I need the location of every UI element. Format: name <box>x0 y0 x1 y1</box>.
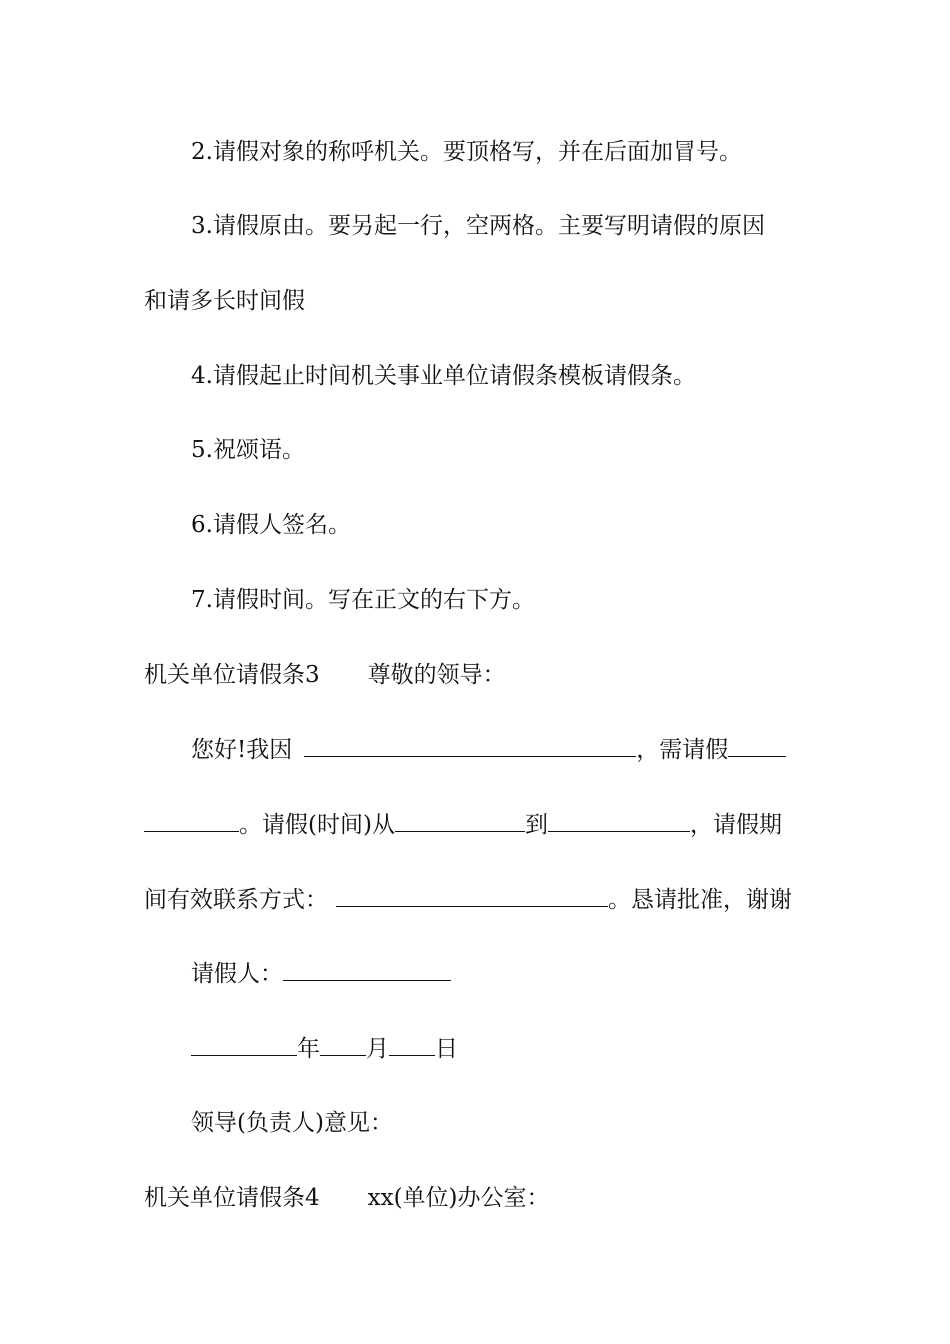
leave-duration-blank[interactable] <box>728 734 786 757</box>
instruction-item-4: 4.请假起止时间机关事业单位请假条模板请假条。 <box>191 363 696 389</box>
sample-3-contact-line <box>0 884 950 914</box>
instruction-item-5: 5.祝颂语。 <box>191 437 305 463</box>
leave-duration-blank-continued[interactable] <box>144 809 239 832</box>
year-blank[interactable] <box>191 1033 297 1056</box>
sample-4-heading: 机关单位请假条4 <box>144 1185 320 1211</box>
contact-blank[interactable] <box>336 884 608 907</box>
day-blank[interactable] <box>389 1033 435 1056</box>
instruction-item-6: 6.请假人签名。 <box>191 512 351 538</box>
sample-3-salutation: 尊敬的领导： <box>367 662 506 688</box>
month-label: 月 <box>366 1036 389 1062</box>
sample-3-leader-opinion: 领导(负责人)意见： <box>191 1110 393 1136</box>
start-time-blank[interactable] <box>395 809 525 832</box>
reason-blank[interactable] <box>304 734 636 757</box>
instruction-item-3: 3.请假原由。要另起一行，空两格。主要写明请假的原因 <box>191 213 765 239</box>
applicant-blank[interactable] <box>283 958 451 981</box>
instruction-item-2: 2.请假对象的称呼机关。要顶格写，并在后面加冒号。 <box>191 139 742 165</box>
month-blank[interactable] <box>320 1033 366 1056</box>
need-leave-text: ，需请假 <box>636 737 729 763</box>
instruction-item-7: 7.请假时间。写在正文的右下方。 <box>191 587 535 613</box>
period-suffix-text: ，请假期 <box>689 812 782 838</box>
contact-suffix-text: 。恳请批准，谢谢 <box>608 887 792 913</box>
greeting-text: 您好!我因 <box>191 737 293 763</box>
end-time-blank[interactable] <box>548 809 690 832</box>
sample-3-applicant-line <box>0 958 950 988</box>
contact-prefix-text: 间有效联系方式： <box>144 887 328 913</box>
sample-3-reason-line <box>0 734 950 764</box>
day-label: 日 <box>435 1036 458 1062</box>
sample-3-period-line <box>0 809 950 839</box>
instruction-item-3-continued: 和请多长时间假 <box>144 288 305 314</box>
year-label: 年 <box>297 1036 320 1062</box>
period-prefix-text: 。请假(时间)从 <box>239 812 395 838</box>
to-text: 到 <box>524 812 548 838</box>
sample-4-salutation: xx(单位)办公室： <box>367 1185 550 1211</box>
sample-3-heading: 机关单位请假条3 <box>144 662 320 688</box>
sample-4-header <box>0 1183 950 1213</box>
sample-3-header <box>0 660 950 690</box>
sample-3-date-line <box>0 1033 950 1063</box>
applicant-label: 请假人： <box>191 961 283 987</box>
